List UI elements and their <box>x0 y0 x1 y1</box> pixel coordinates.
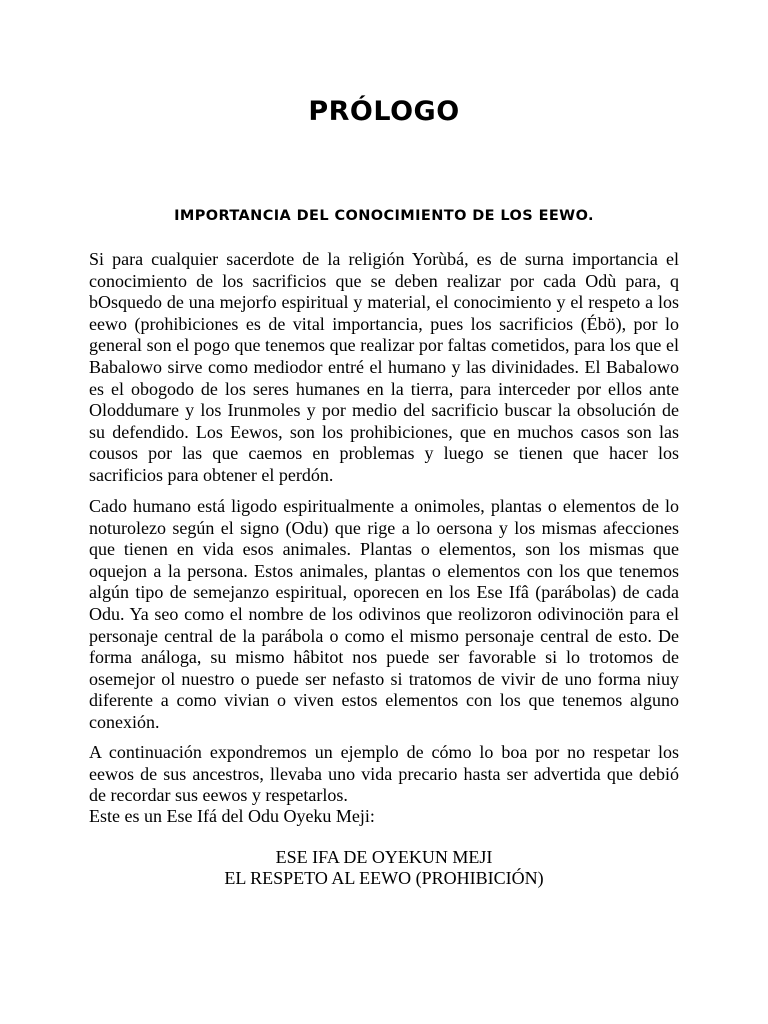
section-subtitle: IMPORTANCIA DEL CONOCIMIENTO DE LOS EEWO. <box>174 208 594 224</box>
page-title: PRÓLOGO <box>308 96 460 127</box>
paragraph-ese-intro: Este es un Ese Ifá del Odu Oyeku Meji: <box>89 806 375 826</box>
ese-heading-subtitle: EL RESPETO AL EEWO (PROHIBICIÓN) <box>224 868 544 888</box>
paragraph-importance: Si para cualquier sacerdote de la religión Yorùbá, es de surna importancia el conocimiento de los sacrificios que se deben realizar por cada Odù para, q bOsquedo de una mejorfo espiritual y material, el conocimiento y el respeto a los eewo (prohibiciones es de vital importancia, pues los sacrificios (Ébö), por lo general son el pogo que tenemos que realizar por faltas cometidos, para los que el Babalowo sirve como mediodor entré el humano y las divinidades. El Babalowo es el obogodo de los seres humanes en la tierra, para interceder por ellos ante Oloddumare y los Irunmoles y por medio del sacrificio buscar la obsolución de su defendido. Los Eewos, son los prohibiciones, que en muchos casos son las cousos por las que caemos en problemas y luego se tienen que hacer los sacrificios para obtener el perdón. <box>89 249 679 485</box>
paragraph-example-intro: A continuación expondremos un ejemplo de cómo lo boa por no respetar los eewos de sus ancestros, llevaba uno vida precario hasta ser advertida que debió de recordar sus eewos y respetarlos. <box>89 742 679 806</box>
ese-heading-title: ESE IFA DE OYEKUN MEJI <box>275 847 493 867</box>
paragraph-spiritual-link: Cado humano está ligodo espiritualmente a onimoles, plantas o elementos de lo noturolezo según el signo (Odu) que rige a lo oersona y los mismas afecciones que tienen en vida esos animales. Plantas o elementos, son los mismas que oquejon a la persona. Estos animales, plantas o elementos con los que tenemos algún tipo de semejanzo espiritual, oporecen en los Ese Ifâ (parábolas) de cada Odu. Ya seo como el nombre de los odivinos que reolizoron odivinociön para el personaje central de la parábola o como el mismo personaje central de esto. De forma análoga, su mismo hâbitot nos puede ser favorable si lo trotomos de osemejor ol nuestro o puede ser nefasto si tratomos de vivir de uno forma niuy diferente a como vivian o viven estos elementos con los que tenemos alguno conexión. <box>89 496 679 732</box>
